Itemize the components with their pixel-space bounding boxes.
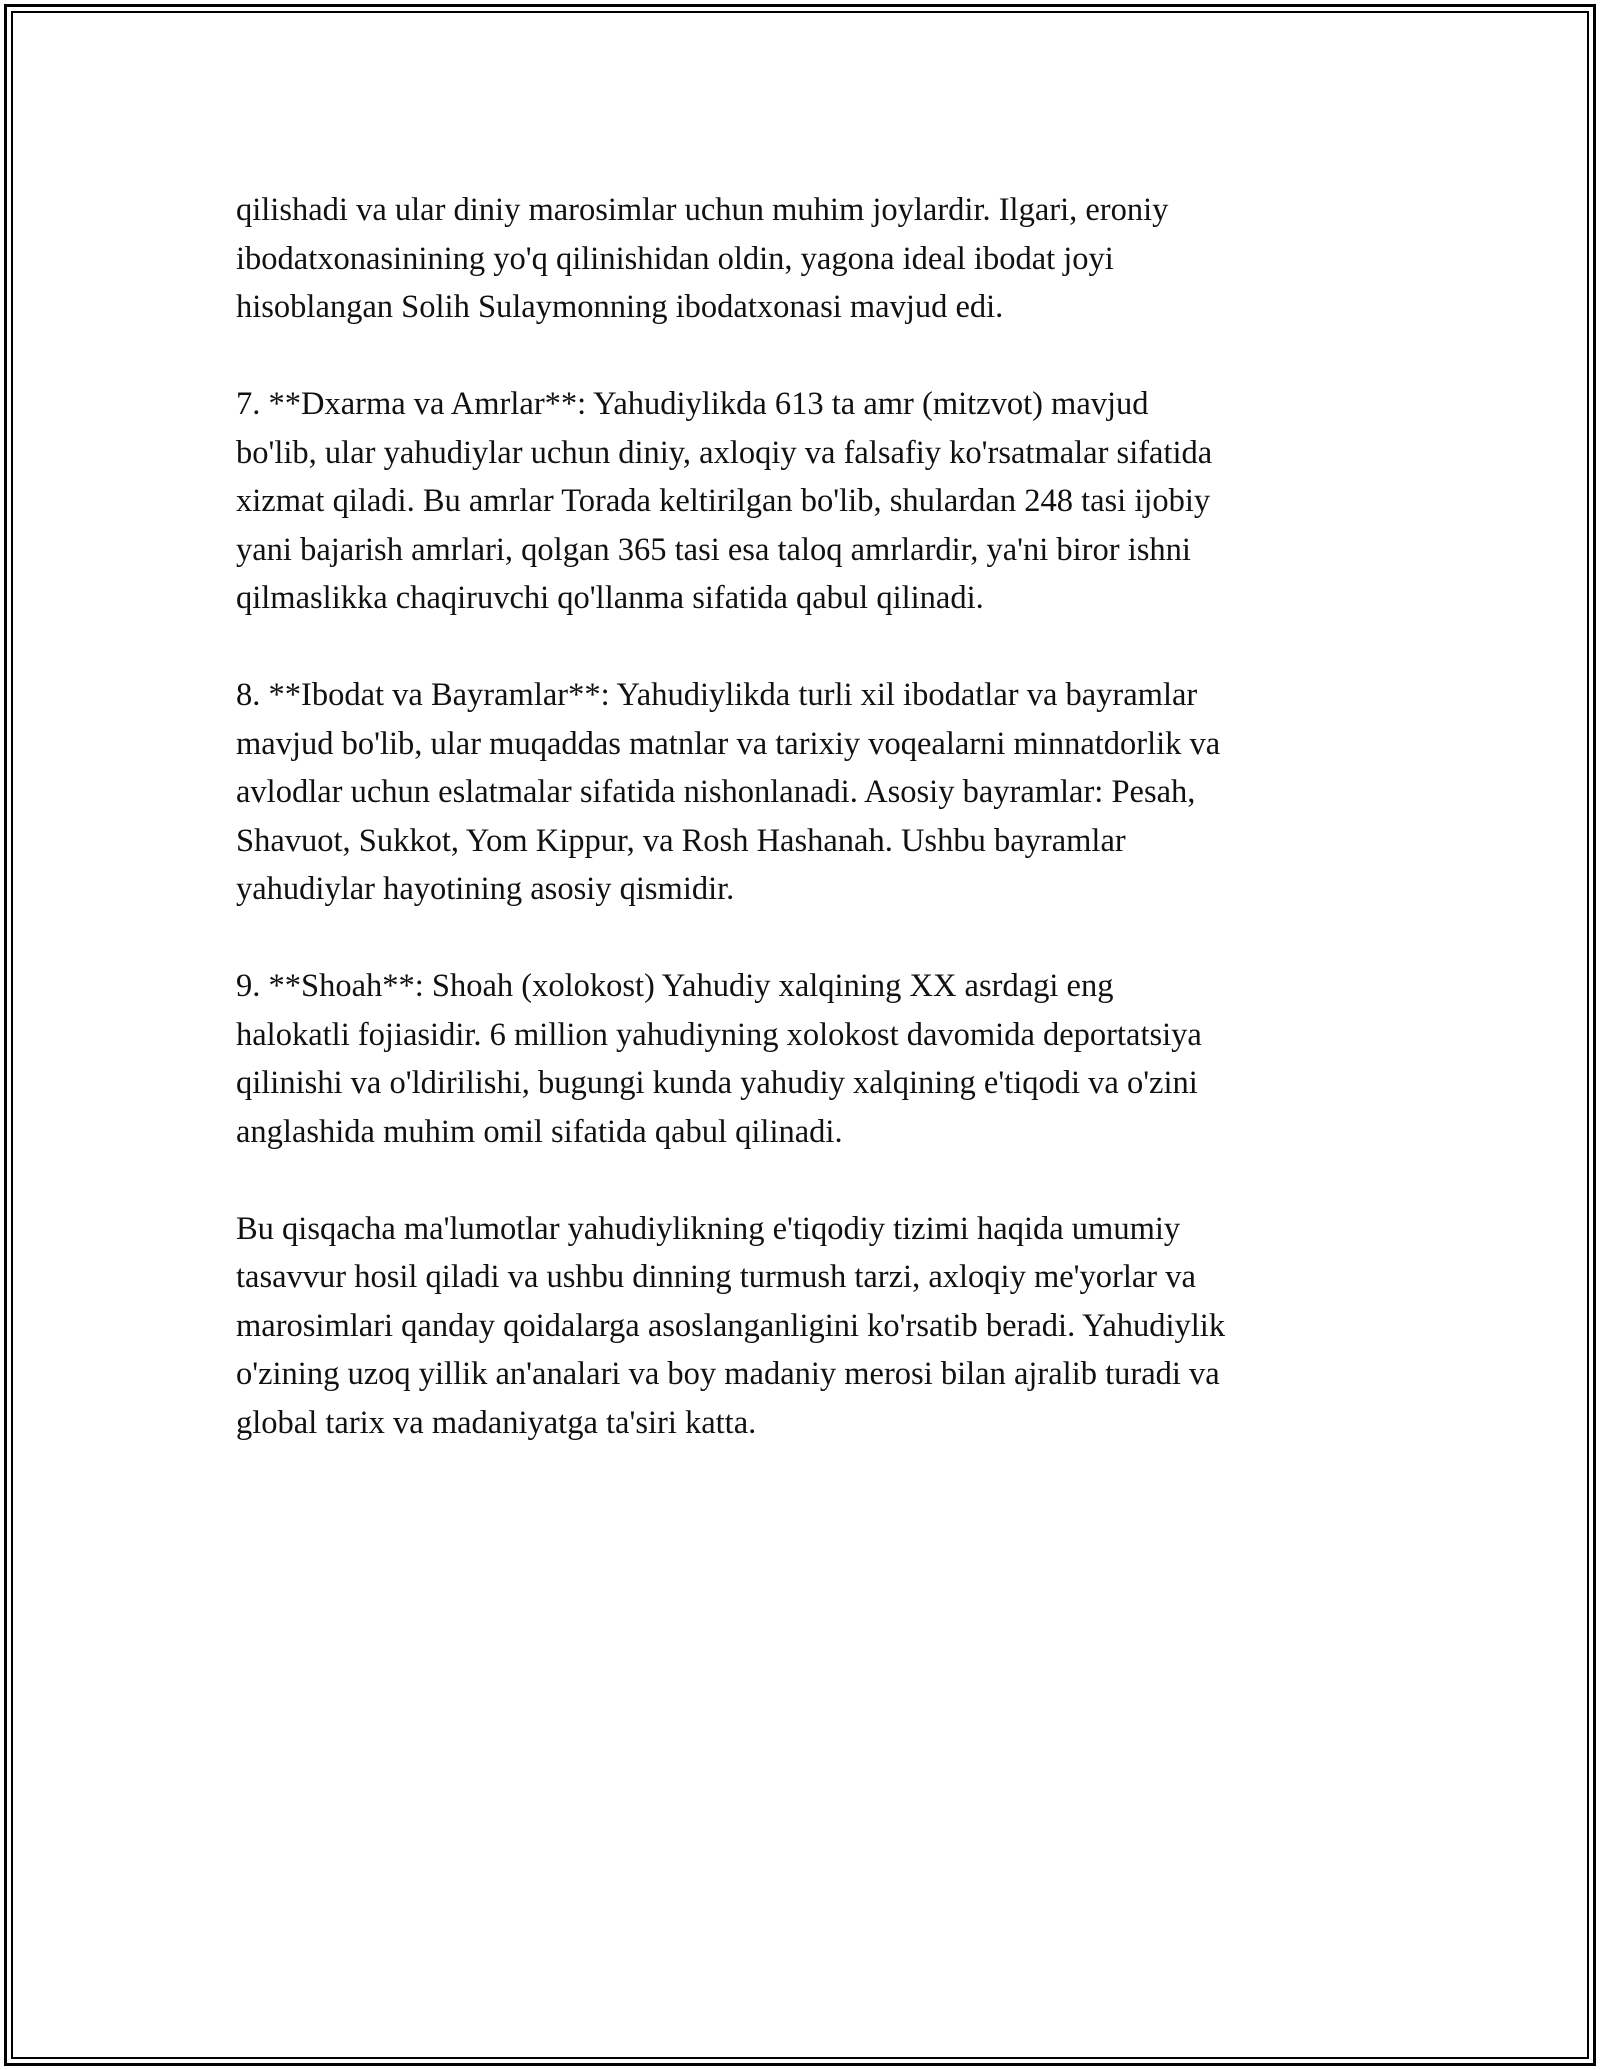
paragraph-temple-intro: qilishadi va ular diniy marosimlar uchun muhim joylardir. Ilgari, eroniy ibodatxonasinining yo'q qilinishidan oldin, yagona ideal ibodat joyi hisoblangan Solih Sulaymonning ibodatxonasi mavjud edi. [236,192,1169,325]
paragraph-commandments: 7. **Dxarma va Amrlar**: Yahudiylikda 613 ta amr (mitzvot) mavjud bo'lib, ular yahudiylar uchun diniy, axloqiy va falsafiy ko'rsatmalar sifatida xizmat qiladi. Bu amrlar Torada keltirilgan bo'lib, shulardan 248 tasi ijobiy yani bajarish amrlari, qolgan 365 tasi esa taloq amrlardir, ya'ni biror ishni qilmaslikka chaqiruvchi qo'llanma sifatida qabul qilinadi. [236,386,1213,616]
paragraph-shoah: 9. **Shoah**: Shoah (xolokost) Yahudiy xalqining XX asrdagi eng halokatli fojiasidir. 6 million yahudiyning xolokost davomida deportatsiya qilinishi va o'ldirilishi, bugungi kunda yahudiy xalqining e'tiqodi va o'zini anglashida muhim omil sifatida qabul qilinadi. [236,968,1202,1150]
paragraph-prayers-holidays: 8. **Ibodat va Bayramlar**: Yahudiylikda turli xil ibodatlar va bayramlar mavjud bo'lib, ular muqaddas matnlar va tarixiy voqealarni minnatdorlik va avlodlar uchun eslatmalar sifatida nishonlanadi. Asosiy bayramlar: Pesah, Shavuot, Sukkot, Yom Kippur, va Rosh Hashanah. Ushbu bayramlar yahudiylar hayotining asosiy qismidir. [236,677,1221,907]
document-body [236,186,1366,1496]
paragraph-conclusion: Bu qisqacha ma'lumotlar yahudiylikning e'tiqodiy tizimi haqida umumiy tasavvur hosil qiladi va ushbu dinning turmush tarzi, axloqiy me'yorlar va marosimlari qanday qoidalarga asoslanganligini ko'rsatib beradi. Yahudiylik o'zining uzoq yillik an'analari va boy madaniy merosi bilan ajralib turadi va global tarix va madaniyatga ta'siri katta. [236,1210,1226,1441]
